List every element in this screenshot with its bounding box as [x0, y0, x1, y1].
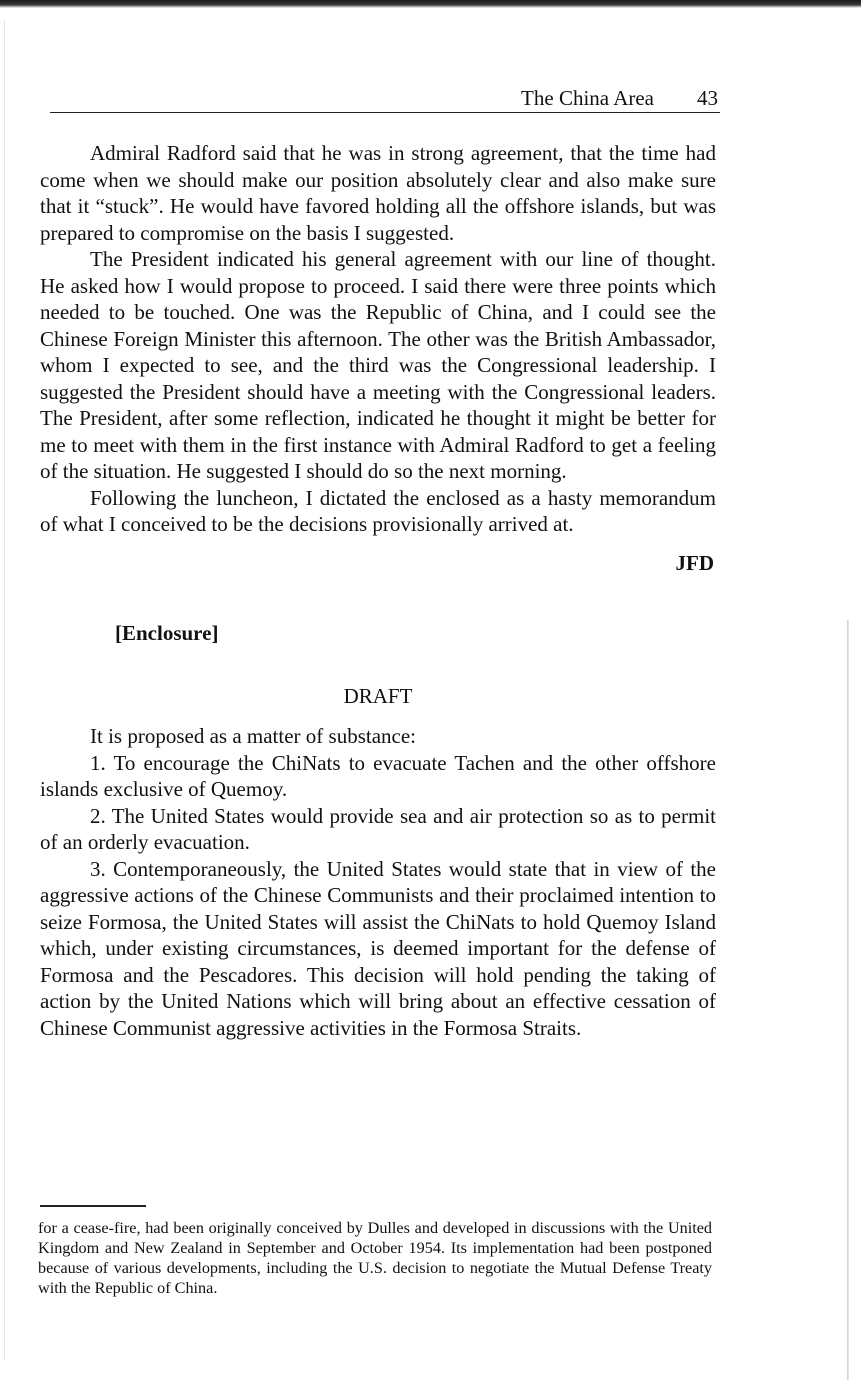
draft-paragraph: It is proposed as a matter of substance:: [90, 724, 416, 748]
signature-initials: JFD: [675, 550, 714, 575]
footnote-text: for a cease-fire, had been originally conceived by Dulles and developed in discussions with the United Kingdom and New Zealand in September and October 1954. Its implementation had been postponed because of various developments, including the U.S. decision to negotiate the Mutual Defense Treaty with the Republic of China.: [38, 1219, 712, 1297]
draft-title: DRAFT: [343, 683, 413, 708]
footnote-divider: [40, 1205, 146, 1207]
running-header: [50, 86, 720, 113]
page-number: 43: [697, 86, 718, 110]
draft-paragraph: 3. Contemporaneously, the United States would state that in view of the aggressive actions of the Chinese Communists and their proclaimed intention to seize Formosa, the United States will assist the ChiNats to hold Quemoy Island which, under existing circumstances, is deemed important for the defense of Formosa and the Pescadores. This decision will hold pending the taking of action by the United Nations which will bring about an effective cessation of Chinese Communist aggressive activities in the Formosa Straits.: [40, 856, 716, 1040]
body-paragraph: The President indicated his general agreement with our line of thought. He asked how I would propose to proceed. I said there were three points which needed to be touched. One was the Republic of China, and I could see the Chinese Foreign Minister this afternoon. The other was the British Ambassador, whom I expected to see, and the third was the Congressional leadership. I suggested the President should have a meeting with the Congressional leaders. The President, after some reflection, indicated he thought it might be better for me to meet with them in the first instance with Admiral Radford to get a feeling of the situation. He suggested I should do so the next morning.: [40, 247, 716, 483]
enclosure-label: [Enclosure]: [115, 621, 219, 645]
body-paragraph: Following the luncheon, I dictated the enclosed as a hasty memorandum of what I conceived to be the decisions provisionally arrived at.: [40, 485, 716, 536]
main-text: [40, 140, 716, 1041]
draft-paragraph: 2. The United States would provide sea and air protection so as to permit of an orderly evacuation.: [40, 803, 716, 854]
page-left-edge: [4, 20, 5, 1360]
body-paragraph: Admiral Radford said that he was in strong agreement, that the time had come when we should make our position absolutely clear and also make sure that it “stuck”. He would have favored holding all the offshore islands, but was prepared to compromise on the basis I suggested.: [40, 141, 716, 245]
draft-paragraph: 1. To encourage the ChiNats to evacuate Tachen and the other offshore islands exclusive of Quemoy.: [40, 750, 716, 801]
running-title: The China Area: [521, 86, 654, 110]
page-top-edge: [0, 0, 861, 8]
page-right-edge: [847, 620, 849, 1380]
